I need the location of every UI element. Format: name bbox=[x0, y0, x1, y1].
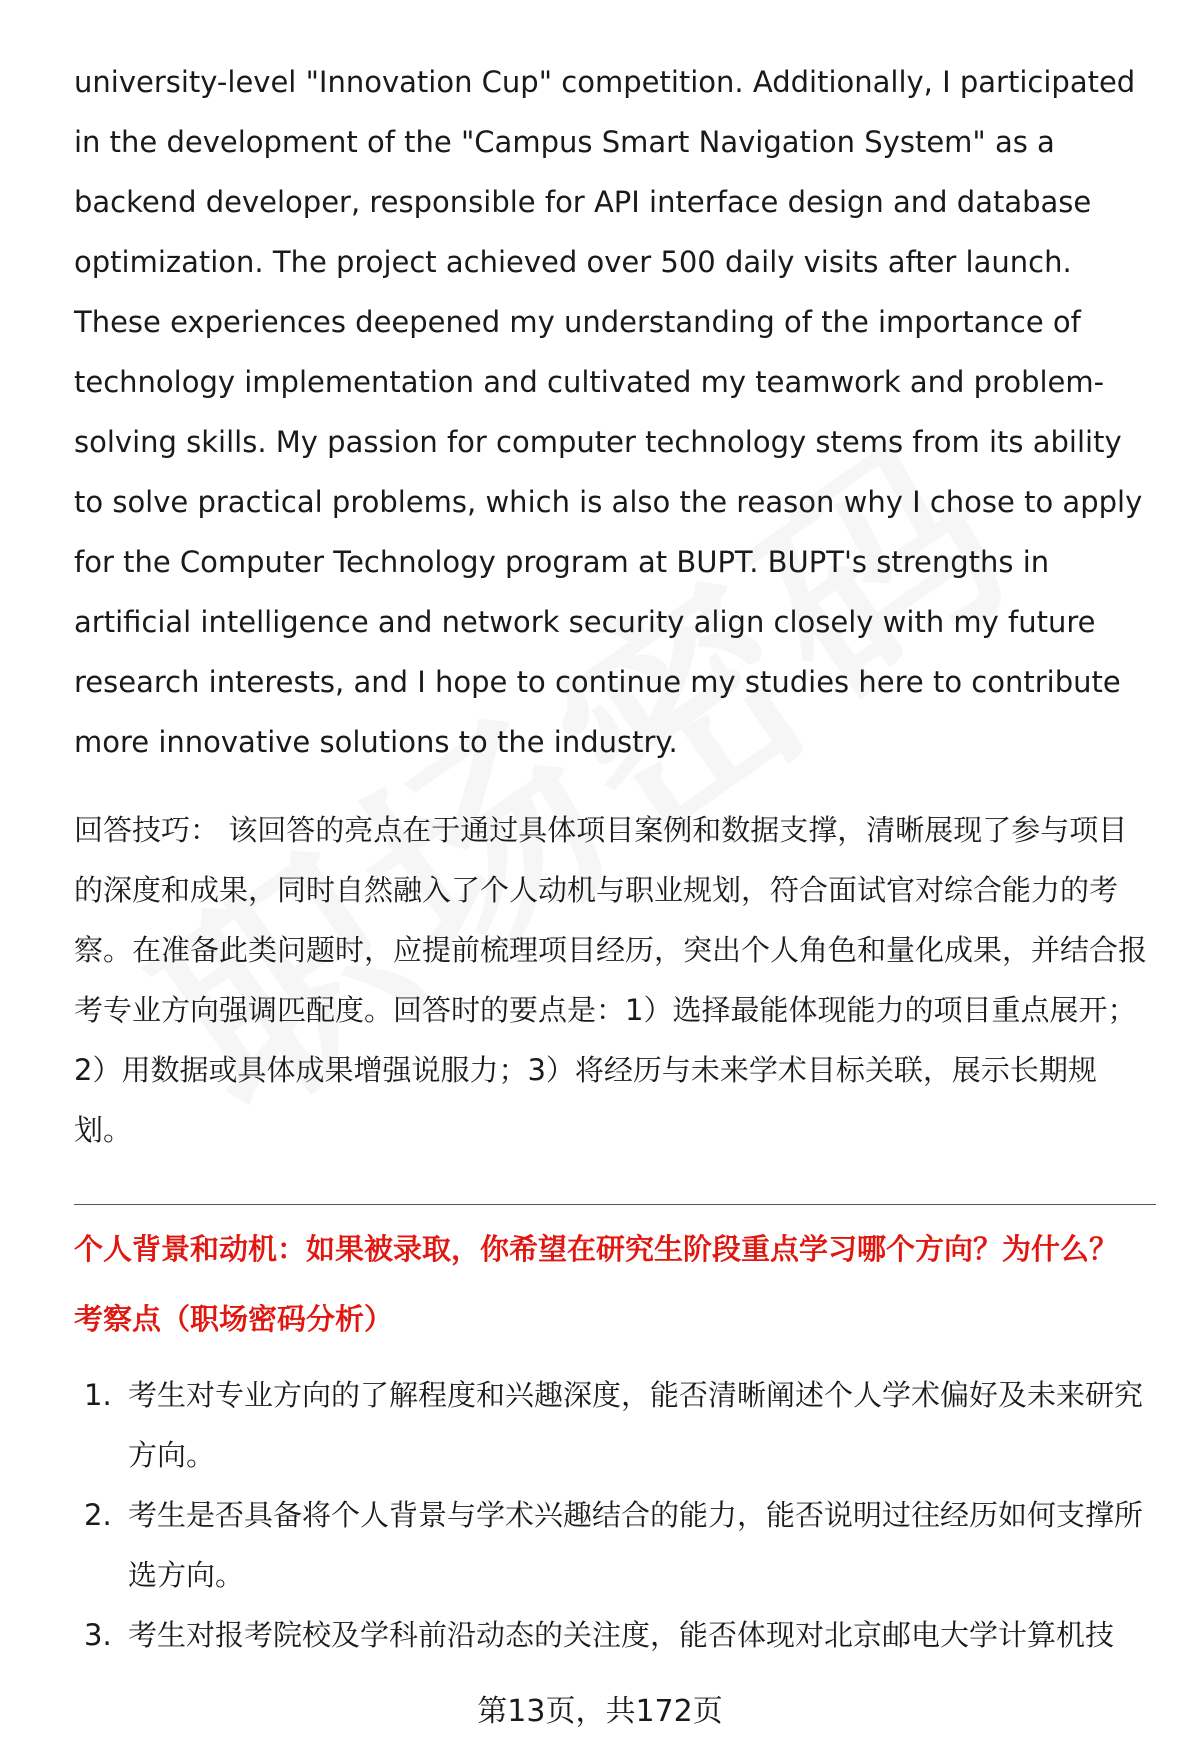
list-item-text: 考生对专业方向的了解程度和兴趣深度，能否清晰阐述个人学术偏好及未来研究方向。 bbox=[128, 1378, 1144, 1472]
list-item bbox=[74, 1485, 1154, 1605]
page-content bbox=[74, 52, 1154, 1665]
page-number-footer: 第13页，共172页 bbox=[477, 1694, 723, 1729]
list-item-number: 3. bbox=[84, 1618, 112, 1652]
list-item-number: 2. bbox=[84, 1498, 112, 1532]
list-item-text: 考生是否具备将个人背景与学术兴趣结合的能力，能否说明过往经历如何支撑所选方向。 bbox=[128, 1498, 1144, 1592]
list-item-text: 考生对报考院校及学科前沿动态的关注度，能否体现对北京邮电大学计算机技 bbox=[128, 1618, 1115, 1652]
answer-tips-paragraph: 回答技巧： 该回答的亮点在于通过具体项目案例和数据支撑，清晰展现了参与项目的深度和成果，同时自然融入了个人动机与职业规划，符合面试官对综合能力的考察。在准备此类问题时，应提前梳理项目经历，突出个人角色和量化成果，并结合报考专业方向强调匹配度。回答时的要点是：1）选择最能体现能力的项目重点展开；2）用数据或具体成果增强说服力；3）将经历与未来学术目标关联，展示长期规划。 bbox=[74, 813, 1148, 1147]
list-item-number: 1. bbox=[84, 1378, 112, 1412]
focus-points-list bbox=[74, 1365, 1154, 1665]
section-divider bbox=[74, 1204, 1156, 1205]
question-title: 个人背景和动机：如果被录取，你希望在研究生阶段重点学习哪个方向？为什么？ bbox=[74, 1232, 1119, 1266]
focus-heading: 考察点（职场密码分析） bbox=[74, 1302, 394, 1336]
list-item bbox=[74, 1365, 1154, 1485]
list-item bbox=[74, 1605, 1154, 1665]
answer-paragraph: university-level "Innovation Cup" competition. Additionally, I participated in the development of the "Campus Smart Navigation System" as a backend developer, responsible for API interface design and database optimization. The project achieved over 500 daily visits after launch. These experiences deepened my understanding of the importance of technology implementation and cultivated my teamwork and problem-solving skills. My passion for computer technology stems from its ability to solve practical problems, which is also the reason why I chose to apply for the Computer Technology program at BUPT. BUPT's strengths in artificial intelligence and network security align closely with my future research interests, and I hope to continue my studies here to contribute more innovative solutions to the industry. bbox=[74, 65, 1143, 759]
